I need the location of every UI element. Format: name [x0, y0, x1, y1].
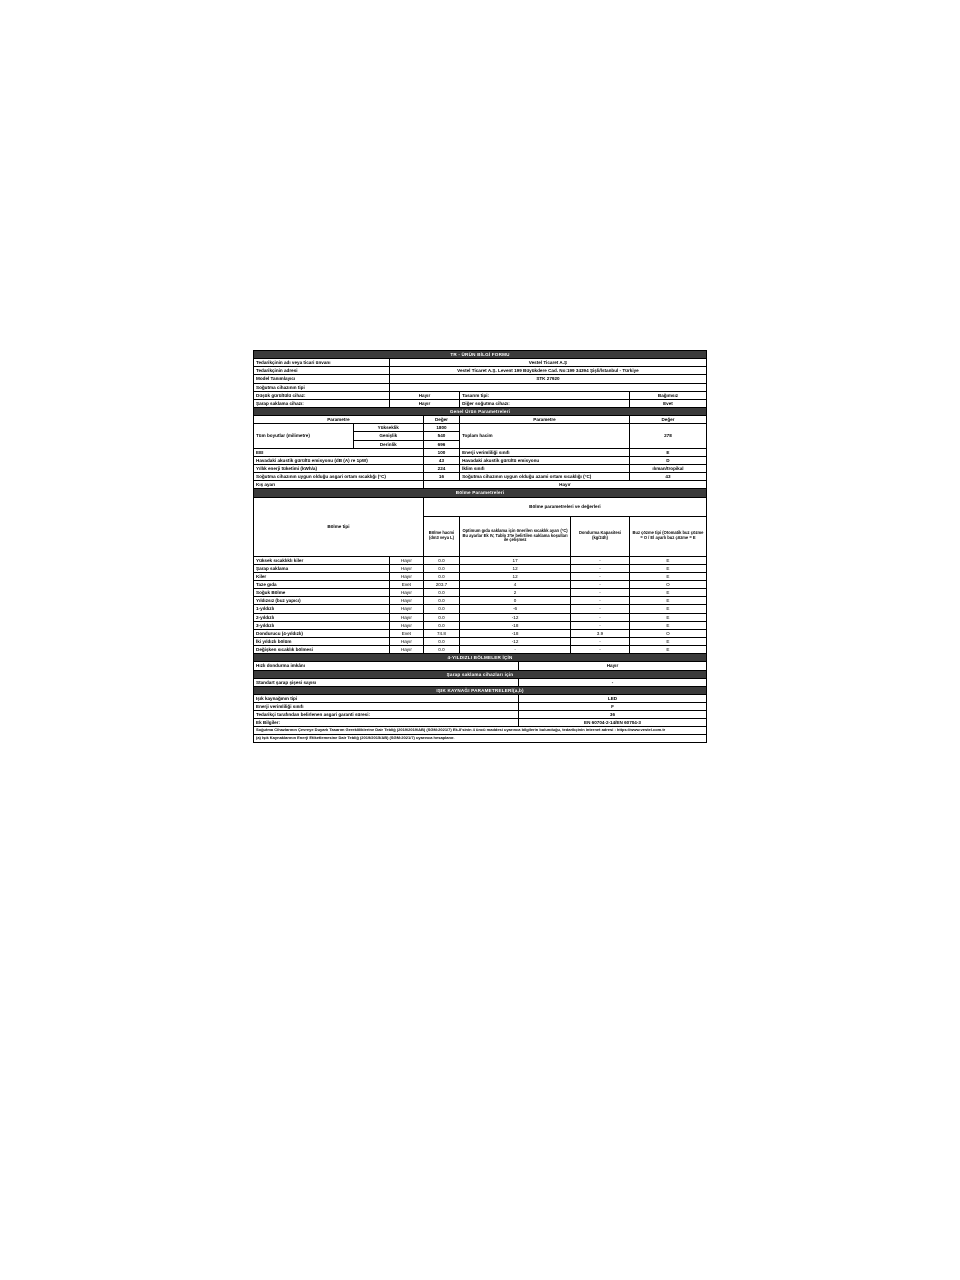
additional-info-label: Ek Bilgiler:: [254, 719, 519, 727]
min-ambient-value: 16: [423, 473, 459, 481]
wine-storage-label: Şarap saklama cihazı:: [254, 399, 390, 407]
compartment-freeze: -: [571, 597, 630, 605]
compartment-defrost: E: [629, 597, 706, 605]
dimensions-label: Tüm boyutlar (milimetre): [254, 424, 354, 448]
table-row: [254, 597, 707, 605]
compartment-defrost: E: [629, 621, 706, 629]
noise-class-label: Havadaki akustik gürültü emisyonu: [460, 456, 630, 464]
fast-freeze-value: Hayır: [518, 662, 706, 670]
compartment-type: Kiler: [254, 572, 390, 580]
compartment-present: Hayır: [389, 613, 423, 621]
compartment-defrost: E: [629, 605, 706, 613]
noise-class-value: D: [629, 456, 706, 464]
compartment-present: Hayır: [389, 605, 423, 613]
warranty-label: Tedarikçi tarafından belirlenen asgari garanti süresi:: [254, 711, 519, 719]
general-param-header: Parametre: [254, 416, 424, 424]
compartment-freeze-header: Dondurma Kapasitesi (kg/24h): [571, 516, 630, 556]
table-row: [254, 424, 707, 432]
compartment-freeze: 3.9: [571, 629, 630, 637]
compartment-type: 1-yıldızlı: [254, 605, 390, 613]
table-row: [254, 678, 707, 686]
compartment-present: Evet: [389, 580, 423, 588]
compartment-temp: -18: [460, 629, 571, 637]
compartment-volume: 0.0: [423, 613, 459, 621]
table-row: [254, 464, 707, 472]
noise-emission-value: 43: [423, 456, 459, 464]
compartment-present: Hayır: [389, 637, 423, 645]
compartment-defrost: E: [629, 556, 706, 564]
dimension-depth-value: 696: [423, 440, 459, 448]
compartment-type: Dondurucu (4-yıldızlı): [254, 629, 390, 637]
light-energy-class-label: Enerji verimliliği sınıfı: [254, 703, 519, 711]
dimension-width-label: Genişlik: [353, 432, 423, 440]
table-row: [254, 629, 707, 637]
table-row: [254, 719, 707, 727]
table-row: [254, 473, 707, 481]
general-param2-header: Parametre: [460, 416, 630, 424]
compartment-volume-header: Bölme hacmi (dm3 veya L): [423, 516, 459, 556]
eei-label: EEI: [254, 448, 424, 456]
compartment-volume: 0.0: [423, 605, 459, 613]
compartment-type: Soğuk Bölme: [254, 589, 390, 597]
additional-info-value: EN 60704-2-14/EN 60704-3: [518, 719, 706, 727]
compartment-type: İki yıldızlı bölüm: [254, 637, 390, 645]
compartment-defrost: E: [629, 613, 706, 621]
compartment-present: Hayır: [389, 572, 423, 580]
supplier-address-label: Tedarikçinin adresi: [254, 367, 390, 375]
table-row: [254, 359, 707, 367]
table-row: [254, 727, 707, 735]
light-energy-class-value: F: [518, 703, 706, 711]
max-ambient-label: Soğutma cihazının uygun olduğu azami ortam sıcaklığı (°C): [460, 473, 630, 481]
table-row: [254, 703, 707, 711]
table-row: [254, 481, 707, 489]
compartment-volume: 0.0: [423, 646, 459, 654]
compartment-type: Yıldızsız (buz yapıcı): [254, 597, 390, 605]
compartment-params-header: Bölme parametreleri ve değerleri: [423, 497, 706, 516]
compartment-freeze: -: [571, 613, 630, 621]
compartment-volume: 0.0: [423, 556, 459, 564]
compartment-temp-header: Optimum gıda saklama için önerilen sıcaklık ayarı (°C) Bu ayarlar Ek IV, Tablo 3'te belirtilen saklama koşulları ile çelişmez: [460, 516, 571, 556]
model-identifier-label: Model Tanımlayıcı: [254, 375, 390, 383]
model-identifier-value: STK 27920: [389, 375, 706, 383]
compartment-volume: 0.0: [423, 589, 459, 597]
low-noise-label: Düşük gürültülü cihaz:: [254, 391, 390, 399]
compartment-volume: 0.0: [423, 637, 459, 645]
table-row: [254, 711, 707, 719]
table-row: [254, 589, 707, 597]
table-header-row: [254, 416, 707, 424]
compartment-temp: 2: [460, 589, 571, 597]
compartment-defrost-header: Buz çözme tipi (Otomatik buz çözme = O / El ayarlı buz çözme = E: [629, 516, 706, 556]
compartment-temp: -12: [460, 613, 571, 621]
compartment-temp: 4: [460, 580, 571, 588]
table-row: [254, 391, 707, 399]
dimension-height-value: 1800: [423, 424, 459, 432]
supplier-name-value: Vestel Ticaret A.Ş: [389, 359, 706, 367]
min-ambient-label: Soğutma cihazının uygun olduğu asgari ortam sıcaklığı (°C): [254, 473, 424, 481]
table-title-row: [254, 351, 707, 359]
table-row: [254, 399, 707, 407]
compartment-freeze: -: [571, 637, 630, 645]
table-row: [254, 637, 707, 645]
appliance-type-label: Soğutma cihazının tipi: [254, 383, 390, 391]
climate-class-label: İklim sınıfı: [460, 464, 630, 472]
compartment-present: Hayır: [389, 589, 423, 597]
wine-bottles-value: -: [518, 678, 706, 686]
compartment-temp: -: [460, 646, 571, 654]
footnote-website: Soğutma Cihazlarının Çevreye Duyarlı Tasarım Gerekliliklerine Dair Tebliğ (2019/2019/AB) (SGM:2021/7) Ek-II'sinin 4 üncü maddesi uyarınca bilgilerin bulunduğu, tedarikçinin internet adresi : https://www.vestel.com.tr: [254, 727, 707, 735]
compartment-volume: 203.7: [423, 580, 459, 588]
compartment-defrost: E: [629, 646, 706, 654]
compartment-volume: 74.8: [423, 629, 459, 637]
table-row: [254, 580, 707, 588]
compartment-defrost: O: [629, 629, 706, 637]
compartment-defrost: E: [629, 589, 706, 597]
compartment-temp: 17: [460, 556, 571, 564]
compartment-freeze: -: [571, 646, 630, 654]
light-source-section-title: IŞIK KAYNAĞI PARAMETRELERİ(a,b): [254, 686, 707, 694]
supplier-address-value: Vestel Ticaret A.Ş. Levent 199 Büyükdere Cad. No:199 34394 Şişli/İstanbul - Türkiye: [389, 367, 706, 375]
table-section-row: [254, 407, 707, 415]
compartment-temp: 12: [460, 572, 571, 580]
warranty-value: 36: [518, 711, 706, 719]
total-volume-label: Toplam hacim: [460, 424, 630, 448]
compartment-freeze: -: [571, 605, 630, 613]
table-row: [254, 613, 707, 621]
compartment-present: Hayır: [389, 597, 423, 605]
compartment-present: Hayır: [389, 564, 423, 572]
table-row: [254, 572, 707, 580]
general-parameters-section-title: Genel Ürün Parametreleri: [254, 407, 707, 415]
document-title: TR - ÜRÜN BİLGİ FORMU: [254, 351, 707, 359]
compartment-volume: 0.0: [423, 621, 459, 629]
compartment-volume: 0.0: [423, 597, 459, 605]
annual-energy-label: Yıllık enerji tüketimi (kWh/a): [254, 464, 424, 472]
compartment-defrost: O: [629, 580, 706, 588]
wine-storage-value: Hayır: [389, 399, 459, 407]
low-noise-value: Hayır: [389, 391, 459, 399]
compartment-type: Taze gıda: [254, 580, 390, 588]
compartment-defrost: E: [629, 564, 706, 572]
climate-class-value: ılıman/tropikal: [629, 464, 706, 472]
table-section-row: [254, 686, 707, 694]
table-header-row: [254, 497, 707, 516]
appliance-type-value: [389, 383, 706, 391]
compartment-type: Yüksek sıcaklıklı kiler: [254, 556, 390, 564]
energy-class-value: E: [629, 448, 706, 456]
compartment-freeze: -: [571, 556, 630, 564]
winter-setting-value: Hayır: [423, 481, 706, 489]
energy-class-label: Enerji verimliliği sınıfı: [460, 448, 630, 456]
dimension-depth-label: Derinlik: [353, 440, 423, 448]
four-star-section-title: 4-YILDIZLI BÖLMELER İÇİN: [254, 654, 707, 662]
compartment-volume: 0.0: [423, 572, 459, 580]
table-row: [254, 448, 707, 456]
dimension-width-value: 540: [423, 432, 459, 440]
table-row: [254, 556, 707, 564]
winter-setting-label: Kış ayarı: [254, 481, 424, 489]
fast-freeze-label: Hızlı dondurma imkânı: [254, 662, 519, 670]
dimension-height-label: Yükseklik: [353, 424, 423, 432]
table-section-row: [254, 670, 707, 678]
table-row: [254, 383, 707, 391]
table-row: [254, 605, 707, 613]
compartment-temp: 0: [460, 597, 571, 605]
light-type-label: Işık kaynağının tipi: [254, 694, 519, 702]
product-information-sheet: [253, 350, 707, 743]
compartment-defrost: E: [629, 637, 706, 645]
table-row: [254, 564, 707, 572]
total-volume-value: 278: [629, 424, 706, 448]
design-type-label: Tasarım tipi:: [460, 391, 630, 399]
compartment-present: Hayır: [389, 646, 423, 654]
compartment-type-header: Bölme tipi: [254, 497, 424, 556]
table-row: [254, 375, 707, 383]
table-row: [254, 621, 707, 629]
compartment-freeze: -: [571, 564, 630, 572]
compartment-present: Hayır: [389, 556, 423, 564]
compartment-temp: 12: [460, 564, 571, 572]
table-row: [254, 456, 707, 464]
design-type-value: Bağımsız: [629, 391, 706, 399]
compartment-freeze: -: [571, 589, 630, 597]
light-type-value: LED: [518, 694, 706, 702]
general-value2-header: Değer: [629, 416, 706, 424]
compartment-freeze: -: [571, 621, 630, 629]
eei-value: 100: [423, 448, 459, 456]
compartment-volume: 0.0: [423, 564, 459, 572]
max-ambient-value: 43: [629, 473, 706, 481]
table-row: [254, 662, 707, 670]
compartment-type: 3-yıldızlı: [254, 621, 390, 629]
supplier-name-label: Tedarikçinin adı veya ticari ünvanı: [254, 359, 390, 367]
wine-section-title: Şarap saklama cihazları için: [254, 670, 707, 678]
footnote-light-regulation: (a) Işık Kaynaklarının Enerji Etiketlemesine Dair Tebliğ (2019/2015/AB) (SGM:2021/7) uyarınca hesaplanır.: [254, 735, 707, 743]
noise-emission-label: Havadaki akustik gürültü emisyonu (dB (A) re 1pW): [254, 456, 424, 464]
table-row: [254, 694, 707, 702]
compartment-type: 2-yıldızlı: [254, 613, 390, 621]
compartment-section-title: Bölme Parametreleri: [254, 489, 707, 497]
table-row: [254, 646, 707, 654]
table-section-row: [254, 654, 707, 662]
general-value-header: Değer: [423, 416, 459, 424]
other-cooling-value: Evet: [629, 399, 706, 407]
compartment-temp: -6: [460, 605, 571, 613]
compartment-defrost: E: [629, 572, 706, 580]
product-information-table: [253, 350, 707, 743]
compartment-present: Evet: [389, 629, 423, 637]
compartment-type: Şarap saklama: [254, 564, 390, 572]
annual-energy-value: 224: [423, 464, 459, 472]
compartment-present: Hayır: [389, 621, 423, 629]
table-row: [254, 735, 707, 743]
compartment-temp: -12: [460, 637, 571, 645]
other-cooling-label: Diğer soğutma cihazı:: [460, 399, 630, 407]
table-row: [254, 367, 707, 375]
compartment-freeze: -: [571, 572, 630, 580]
wine-bottles-label: Standart şarap şişesi sayısı: [254, 678, 519, 686]
table-section-row: [254, 489, 707, 497]
compartment-temp: -18: [460, 621, 571, 629]
compartment-type: Değişken sıcaklık bölmesi: [254, 646, 390, 654]
compartment-freeze: -: [571, 580, 630, 588]
